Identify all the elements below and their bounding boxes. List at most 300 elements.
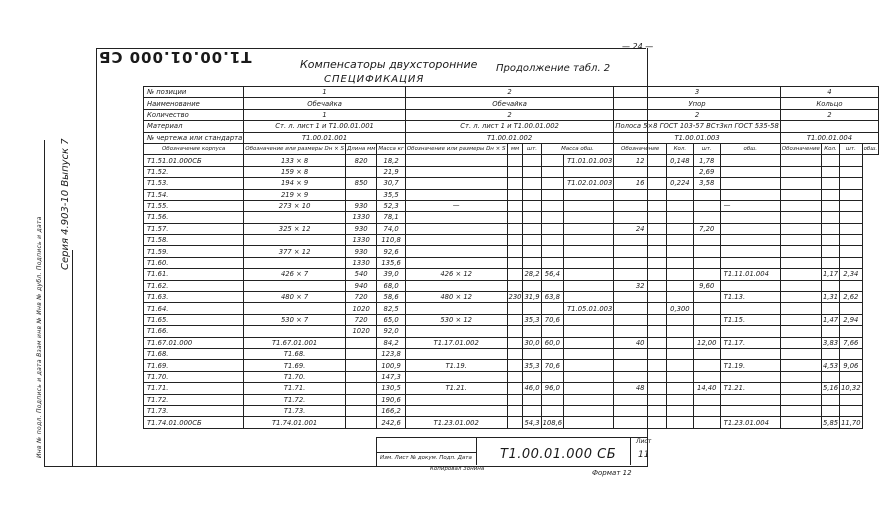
spec-cell [564, 348, 614, 359]
spec-cell [821, 189, 839, 200]
spec-cell [405, 223, 507, 234]
spec-cell: — [720, 200, 780, 211]
spec-cell [693, 360, 720, 371]
spec-cell [244, 326, 346, 337]
spec-cell: 166,2 [377, 405, 406, 416]
spec-cell: 530 × 12 [405, 314, 507, 325]
spec-column-header: Масса кг [377, 143, 406, 154]
spec-cell: Т1.67.01.001 [244, 337, 346, 348]
spec-cell [507, 394, 523, 405]
spec-cell [405, 348, 507, 359]
spec-row [144, 417, 879, 428]
spec-row [144, 223, 879, 234]
spec-cell [345, 189, 376, 200]
spec-cell: 56,4 [541, 269, 563, 280]
spec-cell [345, 371, 376, 382]
spec-cell [614, 394, 667, 405]
spec-cell: 92,6 [377, 246, 406, 257]
spec-cell [507, 155, 523, 166]
spec-cell [523, 326, 541, 337]
spec-cell [523, 166, 541, 177]
spec-cell: Т1.05.01.003 [564, 303, 614, 314]
format-label: Формат 12 [592, 469, 632, 477]
spec-cell [780, 269, 821, 280]
spec-cell [507, 303, 523, 314]
spec-cell [541, 155, 563, 166]
spec-cell [821, 280, 839, 291]
spec-cell [541, 235, 563, 246]
spec-column-header: Кол. [821, 143, 839, 154]
spec-column-header: Обозначение корпуса [144, 143, 244, 154]
spec-cell [720, 223, 780, 234]
spec-cell [541, 326, 563, 337]
spec-cell: 32 [614, 280, 667, 291]
spec-cell [720, 405, 780, 416]
spec-cell: 35,3 [524, 361, 540, 370]
spec-cell [720, 394, 780, 405]
spec-cell [507, 405, 523, 416]
spec-cell [666, 417, 693, 428]
spec-cell [507, 178, 523, 189]
spec-row [144, 166, 879, 177]
spec-header-label: № позиции [144, 87, 244, 98]
spec-cell: 930 [345, 223, 376, 234]
spec-cell [405, 178, 507, 189]
spec-cell: 3,58 [693, 178, 720, 189]
spec-cell [541, 178, 563, 189]
spec-cell: 147,3 [377, 371, 406, 382]
spec-row [144, 303, 879, 314]
spec-cell [564, 223, 614, 234]
spec-cell: 82,5 [377, 303, 406, 314]
spec-row [144, 337, 879, 348]
spec-cell [523, 371, 541, 382]
spec-cell [614, 371, 667, 382]
spec-cell: Т1.62. [144, 280, 244, 291]
spec-cell [780, 337, 821, 348]
spec-cell [541, 280, 563, 291]
spec-cell [840, 200, 862, 211]
spec-cell: 30,0 [524, 338, 540, 347]
spec-cell [666, 383, 693, 394]
spec-cell [541, 303, 563, 314]
spec-cell [507, 269, 523, 280]
spec-cell: Т1.56. [144, 212, 244, 223]
spec-row [144, 394, 879, 405]
spec-cell [720, 166, 780, 177]
spec-cell: Т1.73. [144, 405, 244, 416]
series-label: Серия 4.903-10 Выпуск 7 [60, 138, 71, 270]
spec-cell [693, 326, 720, 337]
spec-cell [780, 223, 821, 234]
spec-cell: 135,6 [377, 257, 406, 268]
spec-row [144, 257, 879, 268]
spec-cell: 3,83 [822, 338, 839, 347]
spec-cell [693, 417, 720, 428]
title-block-code: Т1.00.01.000 СБ [500, 447, 617, 462]
spec-cell: 2,69 [693, 166, 720, 177]
spec-cell: Т1.61. [144, 269, 244, 280]
spec-cell [666, 212, 693, 223]
spec-cell [523, 155, 541, 166]
spec-cell [666, 269, 693, 280]
spec-cell [780, 246, 821, 257]
spec-cell [345, 166, 376, 177]
spec-cell [507, 235, 523, 246]
spec-cell [821, 348, 839, 359]
spec-cell: 850 [345, 178, 376, 189]
spec-cell: 1020 [345, 303, 376, 314]
spec-cell [693, 257, 720, 268]
spec-cell [780, 405, 821, 416]
spec-cell [405, 257, 507, 268]
spec-cell [507, 383, 523, 394]
spec-cell [507, 314, 523, 325]
spec-cell: Т1.23.01.002 [405, 417, 507, 428]
spec-row [144, 371, 879, 382]
spec-cell [720, 280, 780, 291]
spec-cell [244, 212, 346, 223]
sheet-number: 11 [638, 450, 650, 460]
spec-cell [244, 257, 346, 268]
spec-cell: Т1.21. [405, 383, 507, 394]
spec-cell: 39,0 [377, 269, 406, 280]
spec-cell [541, 394, 563, 405]
spec-cell [541, 189, 563, 200]
spec-row [144, 292, 879, 303]
spec-cell: 219 × 9 [244, 189, 346, 200]
spec-cell [244, 303, 346, 314]
spec-cell [614, 360, 667, 371]
spec-cell: 377 × 12 [244, 246, 346, 257]
title-block-divider [476, 437, 477, 465]
spec-cell [666, 166, 693, 177]
spec-cell [821, 200, 839, 211]
spec-cell [821, 235, 839, 246]
spec-cell [614, 348, 667, 359]
spec-cell [821, 223, 839, 234]
spec-cell: 58,6 [377, 292, 406, 303]
spec-cell [780, 189, 821, 200]
spec-cell: 2,62 [840, 292, 862, 303]
spec-cell [507, 212, 523, 223]
spec-header-cell: Кольцо [780, 98, 878, 109]
spec-cell: 84,2 [377, 337, 406, 348]
spec-cell [507, 189, 523, 200]
spec-column-header: шт. [523, 143, 541, 154]
spec-header-cell: Полоса 5×8 ГОСТ 103-57 ВСт3кп ГОСТ 535-58 [615, 122, 779, 131]
spec-cell [666, 235, 693, 246]
spec-row [144, 200, 879, 211]
spec-cell: Т1.13. [720, 292, 780, 303]
spec-cell [564, 269, 614, 280]
spec-cell [720, 246, 780, 257]
spec-cell [780, 212, 821, 223]
spec-cell: 100,9 [377, 360, 406, 371]
spec-cell: 92,0 [377, 326, 406, 337]
spec-cell: 940 [345, 280, 376, 291]
spec-cell: 273 × 10 [244, 200, 346, 211]
spec-cell [693, 348, 720, 359]
left-strip-bottom [44, 466, 96, 467]
spec-cell: 5,85 [822, 418, 839, 427]
spec-cell: 7,66 [840, 337, 862, 348]
spec-cell [720, 326, 780, 337]
spec-cell [840, 178, 862, 189]
spec-cell [564, 394, 614, 405]
spec-cell [405, 155, 507, 166]
spec-cell [840, 371, 862, 382]
spec-cell: Т1.11.01.004 [720, 269, 780, 280]
spec-cell: 68,0 [377, 280, 406, 291]
spec-cell: 10,32 [841, 384, 861, 393]
spec-cell: 159 × 8 [244, 166, 346, 177]
spec-cell: Т1.63. [144, 292, 244, 303]
spec-cell: Т1.53. [144, 178, 244, 189]
spec-cell: Т1.15. [720, 314, 780, 325]
spec-cell [541, 405, 563, 416]
spec-cell [523, 394, 541, 405]
spec-column-header: Кол. [666, 143, 693, 154]
spec-cell [507, 223, 523, 234]
spec-cell: 7,20 [693, 223, 720, 234]
spec-cell: 123,8 [377, 348, 406, 359]
spec-cell [840, 326, 862, 337]
spec-cell [345, 394, 376, 405]
spec-cell: 2,34 [840, 269, 862, 280]
spec-cell [614, 212, 667, 223]
spec-cell [523, 200, 541, 211]
spec-cell: 1,78 [693, 155, 720, 166]
spec-cell [564, 246, 614, 257]
spec-cell [405, 189, 507, 200]
spec-cell: Т1.57. [144, 223, 244, 234]
spec-cell: 1,17 [822, 270, 839, 279]
spec-cell [523, 212, 541, 223]
spec-cell: 130,5 [377, 383, 406, 394]
spec-column-header: Обозначение [780, 143, 821, 154]
spec-cell [693, 394, 720, 405]
spec-cell [614, 405, 667, 416]
spec-cell [523, 235, 541, 246]
spec-header-label: Количество [144, 109, 244, 120]
spec-cell [523, 280, 541, 291]
spec-cell [614, 292, 667, 303]
spec-header-cell: 2 [614, 109, 780, 120]
spec-cell [405, 303, 507, 314]
spec-cell: Т1.01.01.003 [564, 155, 614, 166]
spec-cell: 242,6 [377, 417, 406, 428]
spec-cell: Т1.59. [144, 246, 244, 257]
spec-cell: Т1.58. [144, 235, 244, 246]
spec-cell: Т1.74.01.001 [244, 417, 346, 428]
spec-cell: Т1.72. [244, 394, 346, 405]
title-block-labels: Изм. Лист № докум. Подп. Дата [380, 455, 472, 461]
spec-cell: 108,6 [542, 418, 563, 427]
spec-cell [720, 348, 780, 359]
spec-cell: 1330 [345, 212, 376, 223]
spec-cell [780, 348, 821, 359]
spec-cell [507, 417, 523, 428]
spec-cell [614, 326, 667, 337]
spec-column-header: обш. [862, 143, 879, 154]
spec-cell: 28,2 [524, 270, 540, 279]
spec-cell: Т1.54. [144, 189, 244, 200]
spec-cell [780, 314, 821, 325]
spec-cell [614, 269, 667, 280]
spec-column-header: Обозначение или размеры Dн × S [405, 143, 507, 154]
spec-cell: Т1.71. [244, 383, 346, 394]
spec-cell: Т1.73. [244, 405, 346, 416]
spec-header-row [144, 132, 879, 143]
spec-cell: 2,94 [840, 314, 862, 325]
spec-header-cell: Ст. л. лист 1 и Т1.00.01.002 [405, 121, 613, 132]
spec-cell [244, 235, 346, 246]
spec-cell: 1,31 [822, 293, 839, 302]
spec-cell [821, 326, 839, 337]
spec-cell [244, 280, 346, 291]
spec-cell [780, 257, 821, 268]
spec-cell [507, 348, 523, 359]
spec-cell: 52,3 [377, 200, 406, 211]
spec-cell: 930 [345, 246, 376, 257]
spec-cell: Т1.65. [144, 314, 244, 325]
spec-cell [666, 348, 693, 359]
spec-header-cell: 2 [780, 109, 878, 120]
spec-cell [840, 212, 862, 223]
spec-cell: Т1.69. [244, 360, 346, 371]
spec-header-cell: Т1.00.01.001 [244, 132, 406, 143]
spec-cell [405, 166, 507, 177]
spec-cell: Т1.55. [144, 200, 244, 211]
spec-cell: 14,40 [693, 383, 720, 394]
spec-cell [507, 326, 523, 337]
spec-cell: 35,5 [377, 189, 406, 200]
spec-cell [523, 223, 541, 234]
spec-cell [345, 348, 376, 359]
spec-cell [507, 200, 523, 211]
spec-cell: 70,6 [541, 314, 563, 325]
spec-cell: Т1.69. [144, 360, 244, 371]
spec-cell [840, 405, 862, 416]
page-number: — 24 — [622, 42, 654, 51]
spec-cell [720, 371, 780, 382]
spec-row [144, 189, 879, 200]
spec-row [144, 178, 879, 189]
spec-cell: Т1.64. [144, 303, 244, 314]
spec-cell [821, 178, 839, 189]
spec-cell [405, 212, 507, 223]
spec-row [144, 235, 879, 246]
spec-cell: 11,70 [841, 418, 861, 427]
spec-cell [614, 246, 667, 257]
spec-column-header: шт. [693, 143, 720, 154]
spec-cell [345, 360, 376, 371]
spec-cell [780, 178, 821, 189]
spec-cell: 30,7 [377, 178, 406, 189]
spec-cell: 720 [345, 292, 376, 303]
spec-cell: Т1.19. [720, 360, 780, 371]
spec-cell [507, 166, 523, 177]
spec-cell [693, 314, 720, 325]
spec-cell [821, 371, 839, 382]
spec-header-cell: 3 [614, 87, 780, 98]
spec-header-cell: Обечайка [405, 98, 613, 109]
spec-row [144, 326, 879, 337]
spec-cell [405, 246, 507, 257]
spec-header-cell: 2 [405, 109, 613, 120]
spec-cell: 54,3 [524, 418, 540, 427]
spec-cell [541, 200, 563, 211]
spec-cell [614, 314, 667, 325]
spec-header-cell: Т1.00.01.002 [405, 132, 613, 143]
spec-cell: 325 × 12 [244, 223, 346, 234]
spec-cell: 190,6 [377, 394, 406, 405]
spec-cell: 1330 [345, 235, 376, 246]
spec-cell: 930 [345, 200, 376, 211]
spec-cell: Т1.70. [244, 371, 346, 382]
spec-cell [541, 223, 563, 234]
spec-cell: 31,9 [524, 293, 540, 302]
spec-cell: Т1.71. [144, 383, 244, 394]
spec-cell [840, 166, 862, 177]
spec-cell [666, 337, 693, 348]
spec-cell: 0,148 [666, 155, 693, 166]
spec-column-header: Длина мм [345, 143, 376, 154]
spec-cell: 24 [614, 223, 667, 234]
spec-cell [507, 371, 523, 382]
spec-cell [405, 235, 507, 246]
spec-row [144, 246, 879, 257]
spec-cell [666, 280, 693, 291]
spec-cell: 18,2 [377, 155, 406, 166]
spec-cell [666, 257, 693, 268]
spec-cell: 21,9 [377, 166, 406, 177]
spec-cell [720, 235, 780, 246]
spec-cell [614, 200, 667, 211]
spec-cell [345, 383, 376, 394]
spec-cell [693, 212, 720, 223]
spec-column-header: обш. [720, 143, 780, 154]
spec-cell [666, 200, 693, 211]
spec-cell [564, 235, 614, 246]
spec-cell [693, 292, 720, 303]
spec-cell [564, 405, 614, 416]
spec-cell [666, 326, 693, 337]
spec-cell: 1330 [345, 257, 376, 268]
left-strip-border [44, 140, 45, 466]
copied-by: Копировал Зонина [430, 466, 485, 472]
document-title: Компенсаторы двухсторонние [300, 58, 478, 71]
spec-cell: 720 [345, 314, 376, 325]
spec-cell: 74,0 [377, 223, 406, 234]
spec-cell [523, 348, 541, 359]
spec-cell [507, 257, 523, 268]
spec-cell: 0,224 [666, 178, 693, 189]
spec-cell: Т1.02.01.003 [564, 178, 614, 189]
spec-cell [780, 166, 821, 177]
spec-header-row [144, 109, 879, 120]
spec-cell: Т1.60. [144, 257, 244, 268]
spec-cell [345, 405, 376, 416]
spec-header-cell: Упор [614, 98, 780, 109]
spec-subheader-row [144, 143, 879, 154]
spec-cell [541, 166, 563, 177]
spec-cell: Т1.66. [144, 326, 244, 337]
spec-cell: 9,60 [693, 280, 720, 291]
spec-cell: 9,06 [840, 360, 862, 371]
spec-cell [345, 417, 376, 428]
